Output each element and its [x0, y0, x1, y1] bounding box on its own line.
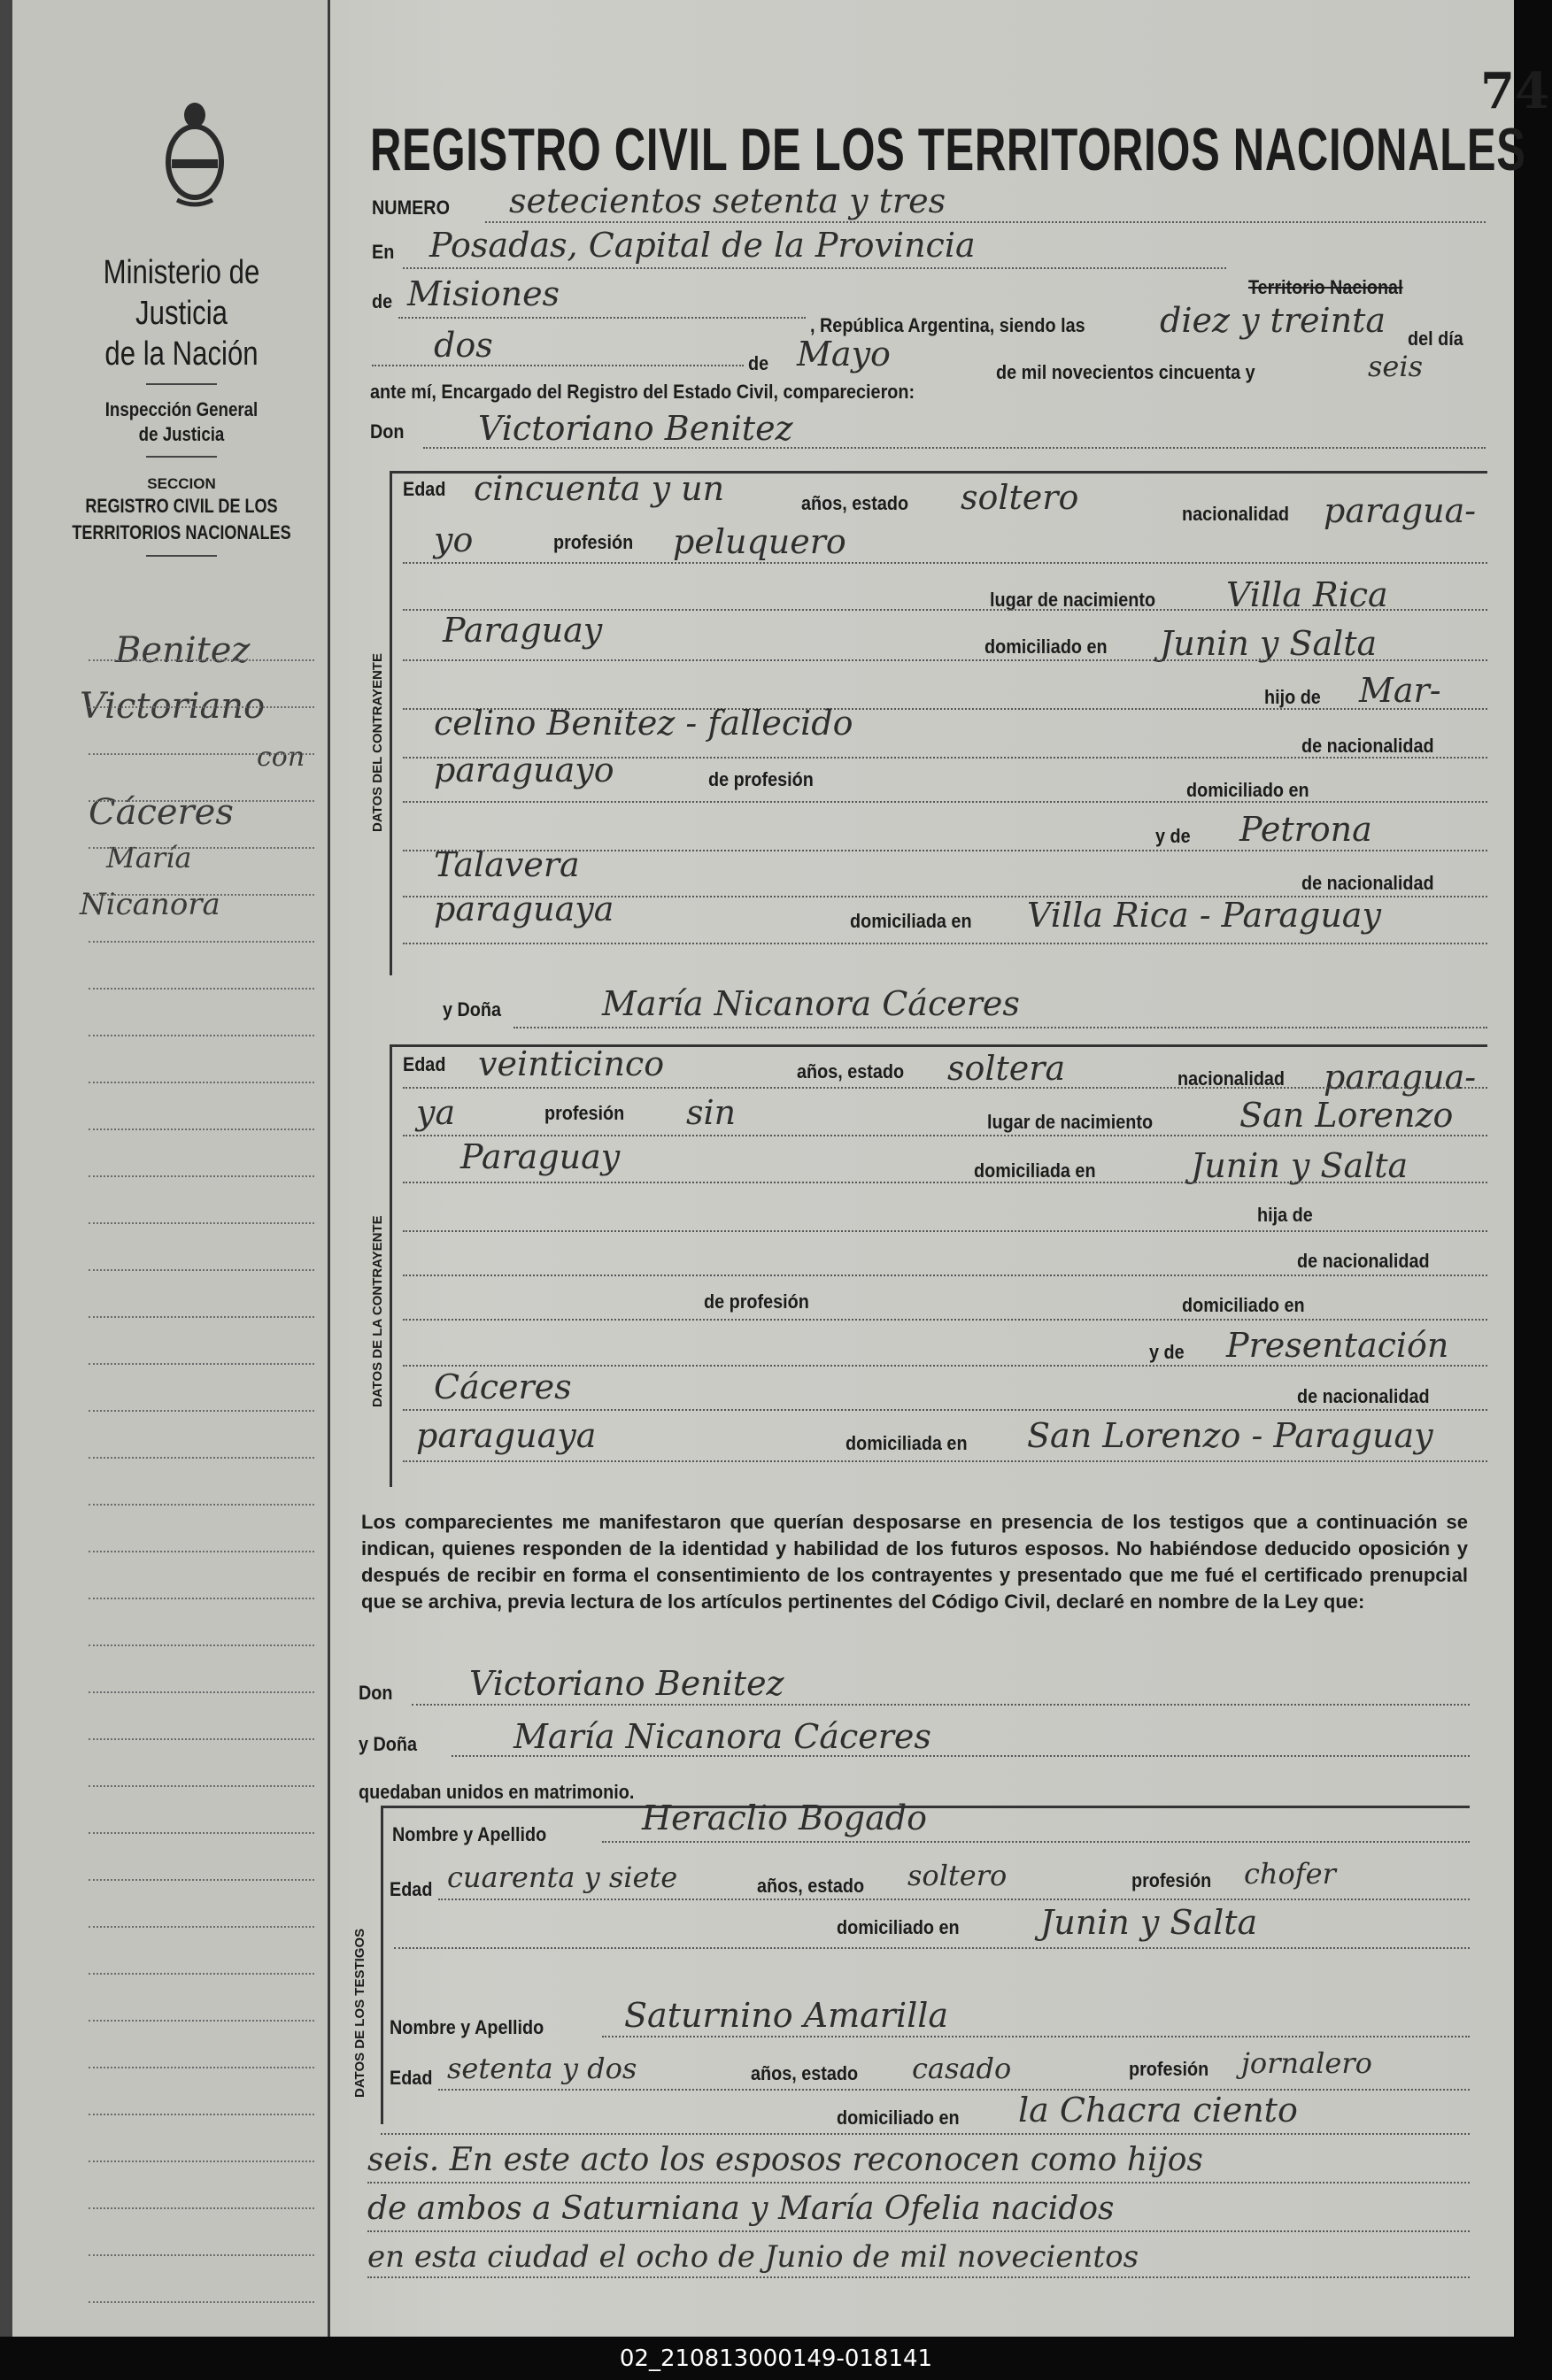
w2-edad-value: setenta y dos [447, 2052, 637, 2085]
fill-line [602, 2036, 1470, 2037]
groom-padre-prof-label: de profesión [708, 768, 814, 790]
divider [146, 383, 217, 385]
bride-padre-nac-label: de nacionalidad [1297, 1250, 1430, 1272]
numero-value: setecientos setenta y tres [509, 181, 946, 220]
fill-line [403, 943, 1487, 944]
footer-id: 02_210813000149-018141 [619, 2345, 933, 2372]
fill-line [403, 1365, 1487, 1367]
fill-line [403, 1409, 1487, 1411]
groom-madre-value-cont: Talavera [434, 845, 580, 884]
bride-label: y Doña [443, 998, 502, 1021]
margin-ruled-line [89, 988, 314, 990]
groom-madre-nac-label: de nacionalidad [1301, 872, 1434, 894]
w1-dom-label: domiciliado en [837, 1916, 960, 1938]
annotation-line: seis. En este acto los esposos reconocen como hijos [367, 2142, 1203, 2178]
decl-don-value: Victoriano Benitez [469, 1664, 784, 1703]
bride-madre-value: Presentación [1226, 1326, 1449, 1365]
groom-y-de-label: y de [1155, 825, 1191, 847]
fill-line [452, 1755, 1470, 1757]
groom-lugar-value: Villa Rica [1226, 575, 1388, 614]
groom-nac-label: nacionalidad [1182, 503, 1290, 525]
bride-lugar-value: San Lorenzo [1239, 1096, 1454, 1135]
margin-ruled-line [89, 2254, 314, 2256]
margin-ruled-line [89, 1363, 314, 1365]
fill-line [367, 2230, 1470, 2232]
margin-ruled-line [89, 659, 314, 661]
margin-ruled-line [89, 1691, 314, 1693]
groom-prof-value: peluquero [673, 522, 846, 561]
divider [146, 555, 217, 557]
bride-madre-dom-value: San Lorenzo - Paraguay [1027, 1416, 1433, 1455]
margin-ruled-line [89, 1785, 314, 1787]
margin-ruled-line [89, 1316, 314, 1318]
w2-prof-value: jornalero [1241, 2046, 1372, 2080]
groom-prof-label: profesión [553, 531, 634, 553]
page-number: 74 [1480, 62, 1549, 120]
provincia-value: Misiones [407, 274, 560, 313]
w1-prof-label: profesión [1131, 1869, 1212, 1891]
bride-madre-value-cont: Cáceres [434, 1367, 572, 1406]
national-seal-icon [159, 96, 230, 211]
fill-line [513, 1027, 1487, 1028]
bride-side-label: DATOS DE LA CONTRAYENTE [370, 1215, 385, 1407]
bride-edad-label: Edad [403, 1053, 446, 1075]
margin-ruled-line [89, 1222, 314, 1224]
w1-nombre-value: Heraclio Bogado [642, 1798, 927, 1837]
fill-line [403, 1319, 1487, 1321]
groom-name: Victoriano Benitez [478, 409, 793, 448]
margin-ruled-line [89, 1035, 314, 1036]
groom-padre-nac-label: de nacionalidad [1301, 735, 1434, 757]
fill-line [403, 1230, 1487, 1232]
margin-ruled-line [89, 1644, 314, 1646]
w2-edad-label: Edad [390, 2067, 433, 2089]
groom-estado-value: soltero [961, 478, 1079, 517]
ministry-header [35, 252, 328, 566]
bride-nac-value: paragua- [1324, 1058, 1477, 1097]
groom-edad-label: Edad [403, 478, 446, 500]
margin-note-line: con [257, 742, 305, 773]
margin-note-line: Victoriano [80, 686, 266, 727]
groom-padre-value-cont: celino Benitez - fallecido [434, 704, 853, 743]
groom-box-border [390, 471, 392, 975]
fill-line [602, 1841, 1470, 1843]
fill-line [485, 221, 1486, 223]
groom-madre-dom-value: Villa Rica - Paraguay [1027, 896, 1381, 935]
inspection-line1: Inspección General [104, 398, 259, 420]
bride-estado-value: soltera [947, 1049, 1066, 1088]
section-label: SECCION [147, 475, 216, 492]
numero-label: NUMERO [372, 196, 451, 219]
dia-value: dos [434, 326, 493, 365]
de-mes-label: de [748, 352, 769, 374]
margin-ruled-line [89, 1269, 314, 1271]
en-label: En [372, 241, 395, 263]
margin-ruled-line [89, 847, 314, 849]
groom-madre-value: Petrona [1239, 810, 1372, 849]
fill-line [403, 1087, 1487, 1089]
en-value: Posadas, Capital de la Provincia [429, 226, 976, 265]
don-label: Don [370, 420, 405, 443]
decl-dona-label: y Doña [359, 1733, 418, 1755]
anio-value: seis [1368, 350, 1424, 383]
margin-note-line: María [106, 841, 192, 874]
annotation-line: de ambos a Saturniana y María Ofelia nacidos [367, 2191, 1115, 2227]
margin-ruled-line [89, 1410, 314, 1412]
bride-edad-value: veinticinco [478, 1044, 665, 1083]
fill-line [381, 2133, 1470, 2135]
bride-box-border [390, 1044, 392, 1487]
bride-name: María Nicanora Cáceres [602, 984, 1020, 1023]
witness-side-label: DATOS DE LOS TESTIGOS [352, 1928, 367, 2098]
groom-side-label: DATOS DEL CONTRAYENTE [370, 653, 385, 832]
groom-nac-value-cont: yo [434, 520, 474, 559]
bride-hija-label: hija de [1257, 1204, 1313, 1226]
groom-madre-nac-value: paraguaya [434, 890, 614, 928]
bride-dom-value: Junin y Salta [1191, 1146, 1409, 1185]
margin-ruled-line [89, 1973, 314, 1975]
w1-anos-label: años, estado [757, 1875, 865, 1897]
section-line2: TERRITORIOS NACIONALES [72, 521, 291, 543]
bride-nac-label: nacionalidad [1178, 1067, 1286, 1090]
bride-padre-prof-label: de profesión [704, 1290, 809, 1313]
fill-line [394, 1947, 1470, 1949]
w2-estado-value: casado [912, 2052, 1012, 2085]
del-dia-label: del día [1408, 327, 1463, 350]
hora-value: diez y treinta [1160, 301, 1386, 340]
fill-line [403, 267, 1226, 269]
mil-label: de mil novecientos cincuenta y [996, 361, 1255, 383]
bride-madre-dom-label: domiciliada en [845, 1432, 968, 1454]
ante-label: ante mí, Encargado del Registro del Estado Civil, comparecieron: [370, 381, 915, 403]
margin-ruled-line [89, 1457, 314, 1459]
groom-lugar-value-cont: Paraguay [443, 611, 603, 650]
margin-ruled-line [89, 1926, 314, 1928]
divider [146, 456, 217, 458]
bride-madre-nac-value: paraguaya [416, 1416, 597, 1455]
groom-dom-label: domiciliado en [984, 635, 1108, 658]
w2-dom-label: domiciliado en [837, 2107, 960, 2129]
fill-line [403, 1182, 1487, 1183]
margin-ruled-line [89, 1551, 314, 1552]
fill-line [372, 365, 744, 366]
groom-anos-label: años, estado [801, 492, 909, 514]
decl-dona-value: María Nicanora Cáceres [513, 1717, 931, 1756]
fill-line [412, 1704, 1470, 1706]
fill-line [423, 447, 1486, 449]
left-margin-column [0, 0, 330, 2337]
margin-ruled-line [89, 894, 314, 896]
mes-value: Mayo [797, 335, 891, 374]
bride-nac-value-cont: ya [416, 1093, 456, 1132]
groom-padre-value: Mar- [1359, 671, 1441, 710]
margin-ruled-line [89, 2114, 314, 2115]
republica-label: , República Argentina, siendo las [810, 314, 1085, 336]
margin-note-line: Cáceres [89, 792, 234, 833]
section-line1: REGISTRO CIVIL DE LOS [85, 495, 278, 517]
margin-note-line: Benitez [115, 630, 251, 671]
w1-nombre-label: Nombre y Apellido [392, 1823, 547, 1845]
annotation-line: en esta ciudad el ocho de Junio de mil novecientos [367, 2239, 1139, 2275]
margin-ruled-line [89, 1879, 314, 1881]
margin-ruled-line [89, 1504, 314, 1506]
ministry-name-line2: de la Nación [104, 335, 259, 373]
groom-madre-dom-label: domiciliada en [850, 910, 972, 932]
w1-edad-value: cuarenta y siete [447, 1860, 678, 1894]
fill-line [403, 1135, 1487, 1136]
ministry-name-line1: Ministerio de Justicia [103, 254, 260, 332]
fill-line [398, 317, 806, 319]
w2-nombre-label: Nombre y Apellido [390, 2016, 544, 2038]
w1-edad-label: Edad [390, 1878, 433, 1900]
bride-prof-value: sin [686, 1093, 737, 1132]
de-label: de [372, 290, 393, 312]
groom-hijo-label: hijo de [1264, 686, 1321, 708]
margin-ruled-line [89, 706, 314, 708]
margin-ruled-line [89, 1738, 314, 1740]
margin-ruled-line [89, 800, 314, 802]
binding-edge [0, 0, 12, 2337]
bride-madre-nac-label: de nacionalidad [1297, 1385, 1430, 1407]
margin-note-line: Nicanora [80, 887, 220, 922]
territorio-label: Territorio Nacional [1248, 276, 1403, 298]
w2-prof-label: profesión [1129, 2058, 1209, 2080]
groom-nac-value: paragua- [1324, 491, 1477, 530]
witness-box-border [381, 1806, 383, 2124]
bride-lugar-value-cont: Paraguay [460, 1137, 621, 1176]
inspection-line2: de Justicia [138, 423, 225, 445]
page-title: REGISTRO CIVIL DE LOS TERRITORIOS NACIONALES [370, 116, 1526, 183]
fill-line [403, 801, 1487, 803]
margin-ruled-line [89, 2207, 314, 2209]
margin-ruled-line [89, 1832, 314, 1834]
bride-y-de-label: y de [1149, 1341, 1185, 1363]
w2-dom-value: la Chacra ciento [1018, 2091, 1298, 2130]
declaration-paragraph: Los comparecientes me manifestaron que querían desposarse en presencia de los testigos que a continuación se indican, quienes responden de la identidad y habilidad de los futuros esposos. No habiéndose deducido oposición y después de recibir en forma el consentimiento de los contrayentes y presentado que me fué el certificado prenupcial que se archiva, previa lectura de los artículos pertinentes del Código Civil, declaré en nombre de la Ley que: [361, 1511, 1468, 1613]
fill-line [403, 1275, 1487, 1276]
margin-ruled-line [89, 753, 314, 755]
bride-prof-label: profesión [544, 1102, 625, 1124]
margin-ruled-line [89, 1598, 314, 1599]
fill-line [367, 2182, 1470, 2184]
bride-anos-label: años, estado [797, 1060, 905, 1082]
fill-line [367, 2276, 1470, 2278]
groom-padre-nac-value: paraguayo [434, 751, 614, 789]
fill-line [403, 562, 1487, 564]
fill-line [403, 659, 1487, 661]
groom-padre-dom-label: domiciliado en [1186, 779, 1309, 801]
fill-line [438, 1899, 1470, 1900]
bride-lugar-label: lugar de nacimiento [987, 1111, 1154, 1133]
groom-dom-value: Junin y Salta [1160, 624, 1378, 663]
w1-estado-value: soltero [907, 1859, 1008, 1892]
w2-nombre-value: Saturnino Amarilla [624, 1996, 949, 2035]
bride-dom-label: domiciliada en [974, 1159, 1096, 1182]
groom-lugar-label: lugar de nacimiento [990, 589, 1156, 611]
fill-line [438, 2089, 1470, 2091]
bride-padre-dom-label: domiciliado en [1182, 1294, 1305, 1316]
margin-ruled-line [89, 1175, 314, 1177]
margin-ruled-line [89, 2067, 314, 2068]
margin-ruled-line [89, 2301, 314, 2303]
margin-ruled-line [89, 2160, 314, 2162]
decl-quedaban: quedaban unidos en matrimonio. [359, 1781, 635, 1803]
w1-prof-value: chofer [1244, 1857, 1336, 1891]
w1-dom-value: Junin y Salta [1040, 1903, 1258, 1942]
fill-line [403, 1460, 1487, 1462]
margin-ruled-line [89, 941, 314, 943]
w2-anos-label: años, estado [751, 2062, 859, 2084]
decl-don-label: Don [359, 1682, 393, 1704]
margin-ruled-line [89, 2020, 314, 2022]
groom-edad-value: cincuenta y un [474, 469, 725, 508]
margin-ruled-line [89, 1128, 314, 1130]
margin-ruled-line [89, 1082, 314, 1083]
